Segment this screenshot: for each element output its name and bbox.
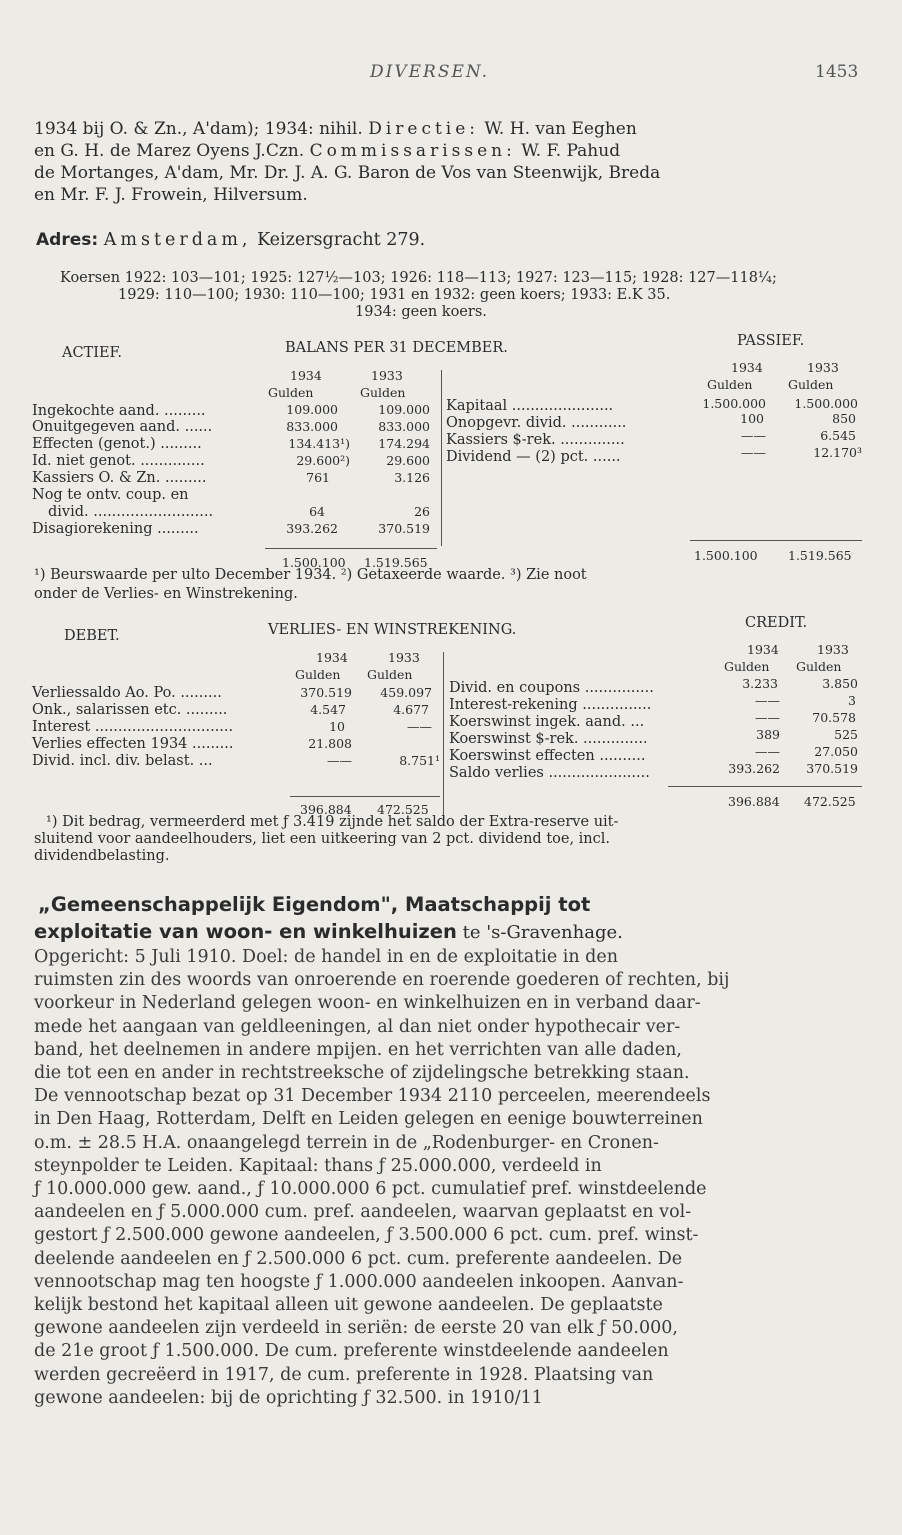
- actief-value: 174.294: [378, 436, 430, 451]
- year-header: 1933: [371, 368, 403, 383]
- body-line: mede het aangaan van geldleeningen, al dan niet onder hypothecair ver-: [34, 1016, 681, 1037]
- address-street: Keizersgracht 279.: [251, 230, 426, 250]
- credit-value: 370.519: [806, 761, 858, 776]
- page-number: 1453: [815, 62, 859, 82]
- year-header: 1933: [807, 360, 839, 375]
- actief-row-label: Onuitgegeven aand. ......: [32, 419, 213, 435]
- credit-total: 472.525: [804, 794, 856, 809]
- actief-value: 370.519: [378, 521, 430, 536]
- actief-value: 761: [306, 470, 330, 485]
- body-line: ƒ 10.000.000 gew. aand., ƒ 10.000.000 6 pct. cumulatief pref. winstdeelende: [34, 1179, 707, 1200]
- unit-header: Gulden: [367, 667, 413, 682]
- actief-value: 833.000: [378, 419, 430, 434]
- passief-value: ——: [741, 445, 766, 460]
- koersen-line: Koersen 1922: 103—101; 1925: 127½—103; 1926: 118—113; 1927: 123—115; 1928: 127—118¼;: [60, 270, 777, 286]
- unit-header: Gulden: [796, 659, 842, 674]
- actief-row-label: Ingekochte aand. .........: [32, 403, 206, 419]
- actief-value: 833.000: [286, 419, 338, 434]
- body-line: de 21e groot ƒ 1.500.000. De cum. preferente winstdeelende aandeelen: [34, 1341, 669, 1362]
- column-divider: [441, 370, 442, 546]
- body-line: in Den Haag, Rotterdam, Delft en Leiden gelegen en eenige bouwterreinen: [34, 1109, 703, 1130]
- year-header: 1933: [817, 642, 849, 657]
- credit-value: ——: [755, 693, 780, 708]
- winst-footnote: ¹) Dit bedrag, vermeerderd met ƒ 3.419 zijnde het saldo der Extra-reserve uit-: [46, 814, 619, 830]
- passief-row-label: Kassiers $-rek. ..............: [446, 432, 625, 448]
- body-line: band, het deelnemen in andere mpijen. en het verrichten van alle daden,: [34, 1039, 682, 1060]
- credit-value: 393.262: [728, 761, 780, 776]
- actief-value: 29.600: [386, 453, 430, 468]
- intro-line: en Mr. F. J. Frowein, Hilversum.: [34, 185, 308, 205]
- unit-header: Gulden: [268, 385, 314, 400]
- body-line: gestort ƒ 2.500.000 gewone aandeelen, ƒ 3.500.000 6 pct. cum. pref. winst-: [34, 1225, 699, 1246]
- passief-value: ——: [741, 428, 766, 443]
- credit-row-label: Koerswinst ingek. aand. ...: [449, 714, 645, 730]
- year-header: 1934: [316, 650, 348, 665]
- passief-value: 850: [832, 411, 856, 426]
- actief-value: 109.000: [286, 402, 338, 417]
- debet-value: 4.547: [310, 702, 346, 717]
- credit-total: 396.884: [728, 794, 780, 809]
- actief-value: 109.000: [378, 402, 430, 417]
- credit-value: 525: [834, 727, 858, 742]
- passief-value: 1.500.000: [702, 396, 766, 411]
- credit-row-label: Interest-rekening ...............: [449, 697, 652, 713]
- body-line: die tot een en ander in rechtstreeksche of zijdelingsche betrekking staan.: [34, 1063, 690, 1084]
- passief-value: 1.500.000: [794, 396, 858, 411]
- debet-total: 472.525: [377, 802, 429, 817]
- debet-value: 370.519: [300, 685, 352, 700]
- passief-row-label: Onopgevr. divid. ............: [446, 415, 627, 431]
- actief-value: 29.600²): [296, 453, 350, 468]
- credit-value: ——: [755, 744, 780, 759]
- credit-value: 70.578: [812, 710, 856, 725]
- body-line: Opgericht: 5 Juli 1910. Doel: de handel in en de exploitatie in den: [34, 947, 619, 967]
- winst-footnote: dividendbelasting.: [34, 848, 170, 864]
- address-city: Amsterdam,: [103, 230, 252, 250]
- body-line: werden gecreëerd in 1917, de cum. preferente in 1928. Plaatsing van: [34, 1364, 654, 1385]
- actief-row-label: Disagiorekening .........: [32, 521, 199, 537]
- unit-header: Gulden: [707, 377, 753, 392]
- passief-value: 100: [740, 411, 764, 426]
- balans-title: BALANS PER 31 DECEMBER.: [285, 340, 508, 356]
- credit-row-label: Koerswinst effecten ..........: [449, 748, 646, 764]
- actief-value: 134.413¹): [288, 436, 350, 451]
- body-line: gewone aandeelen zijn verdeeld in seriën: de eerste 20 van elk ƒ 50.000,: [34, 1318, 678, 1339]
- debet-value: 21.808: [308, 736, 352, 751]
- debet-label: DEBET.: [64, 628, 120, 644]
- actief-row-label: Id. niet genot. ..............: [32, 453, 205, 469]
- balans-footnote: onder de Verlies- en Winstrekening.: [34, 586, 298, 602]
- credit-row-label: Divid. en coupons ...............: [449, 680, 654, 696]
- unit-header: Gulden: [724, 659, 770, 674]
- debet-row-label: Verliessaldo Ao. Po. .........: [32, 685, 222, 701]
- company-title: „Gemeenschappelijk Eigendom", Maatschappij tot: [38, 893, 591, 916]
- address-line: [36, 230, 425, 250]
- passief-value: 6.545: [820, 428, 856, 443]
- passief-label: PASSIEF.: [737, 333, 805, 349]
- body-line: De vennootschap bezat op 31 December 1934 2110 perceelen, meerendeels: [34, 1086, 711, 1107]
- debet-value: ——: [407, 719, 432, 734]
- debet-row-label: Verlies effecten 1934 .........: [32, 736, 234, 752]
- intro-paragraph: [34, 118, 866, 206]
- company-body: [34, 946, 866, 1410]
- passief-total: 1.500.100: [694, 548, 758, 563]
- credit-row-label: Saldo verlies ......................: [449, 765, 650, 781]
- unit-header: Gulden: [360, 385, 406, 400]
- actief-row-label: Kassiers O. & Zn. .........: [32, 470, 207, 486]
- credit-value: 389: [756, 727, 780, 742]
- debet-row-label: Interest ..............................: [32, 719, 234, 735]
- actief-value: 64: [309, 504, 325, 519]
- debet-row-label: Onk., salarissen etc. .........: [32, 702, 228, 718]
- year-header: 1934: [747, 642, 779, 657]
- running-header-title: DIVERSEN.: [370, 62, 490, 82]
- total-rule: [690, 540, 862, 541]
- passief-row-label: Kapitaal ......................: [446, 398, 614, 414]
- unit-header: Gulden: [295, 667, 341, 682]
- actief-value: 3.126: [394, 470, 430, 485]
- intro-line: 1934 bij O. & Zn., A'dam); 1934: nihil. Directie: W. H. van Eeghen: [34, 119, 637, 139]
- debet-row-label: Divid. incl. div. belast. ...: [32, 753, 213, 769]
- actief-total: 1.500.100: [282, 555, 346, 570]
- intro-line: de Mortanges, A'dam, Mr. Dr. J. A. G. Baron de Vos van Steenwijk, Breda: [34, 163, 661, 183]
- credit-value: ——: [755, 710, 780, 725]
- total-rule: [265, 548, 437, 549]
- credit-value: 3: [848, 693, 856, 708]
- intro-line: en G. H. de Marez Oyens J.Czn. Commissarissen: W. F. Pahud: [34, 141, 621, 161]
- winst-title: VERLIES- EN WINSTREKENING.: [268, 622, 517, 638]
- actief-total: 1.519.565: [364, 555, 428, 570]
- credit-value: 27.050: [814, 744, 858, 759]
- actief-value: 26: [414, 504, 430, 519]
- koersen-line: 1934: geen koers.: [355, 304, 487, 320]
- body-line: aandeelen en ƒ 5.000.000 cum. pref. aandeelen, waarvan geplaatst en vol-: [34, 1202, 692, 1223]
- actief-row-label: Effecten (genot.) .........: [32, 436, 202, 452]
- body-line: kelijk bestond het kapitaal alleen uit gewone aandeelen. De geplaatste: [34, 1295, 663, 1316]
- debet-value: 8.751¹: [399, 753, 440, 768]
- balans-footnote: ¹) Beurswaarde per ulto December 1934. ²) Getaxeerde waarde. ³) Zie noot: [34, 567, 587, 583]
- debet-value: 10: [329, 719, 345, 734]
- debet-total: 396.884: [300, 802, 352, 817]
- body-line: vennootschap mag ten hoogste ƒ 1.000.000 aandeelen inkoopen. Aanvan-: [34, 1271, 684, 1292]
- body-line: voorkeur in Nederland gelegen woon- en winkelhuizen en in verband daar-: [34, 993, 701, 1014]
- actief-value: 393.262: [286, 521, 338, 536]
- body-line: o.m. ± 28.5 H.A. onaangelegd terrein in de „Rodenburger- en Cronen-: [34, 1132, 659, 1153]
- address-label: Adres:: [36, 230, 99, 250]
- debet-value: ——: [327, 753, 352, 768]
- total-rule: [290, 796, 440, 797]
- debet-value: 459.097: [380, 685, 432, 700]
- debet-value: 4.677: [393, 702, 429, 717]
- year-header: 1934: [731, 360, 763, 375]
- passief-row-label: Dividend — (2) pct. ......: [446, 449, 621, 465]
- credit-value: 3.233: [742, 676, 778, 691]
- unit-header: Gulden: [788, 377, 834, 392]
- year-header: 1933: [388, 650, 420, 665]
- credit-value: 3.850: [822, 676, 858, 691]
- body-line: steynpolder te Leiden. Kapitaal: thans ƒ 25.000.000, verdeeld in: [34, 1155, 602, 1176]
- credit-row-label: Koerswinst $-rek. ..............: [449, 731, 648, 747]
- passief-value: 12.170³: [813, 445, 862, 460]
- koersen-line: 1929: 110—100; 1930: 110—100; 1931 en 1932: geen koers; 1933: E.K 35.: [118, 287, 671, 303]
- actief-label: ACTIEF.: [62, 345, 122, 361]
- company-subtitle: exploitatie van woon- en winkelhuizen te 's-Gravenhage.: [34, 920, 623, 943]
- actief-row-label: divid. ..........................: [48, 504, 214, 520]
- body-line: ruimsten zin des woords van onroerende en roerende goederen of rechten, bij: [34, 970, 730, 991]
- passief-total: 1.519.565: [788, 548, 852, 563]
- actief-row-label: Nog te ontv. coup. en: [32, 487, 189, 503]
- year-header: 1934: [290, 368, 322, 383]
- body-line: deelende aandeelen en ƒ 2.500.000 6 pct. cum. preferente aandeelen. De: [34, 1248, 683, 1269]
- body-line: gewone aandeelen: bij de oprichting ƒ 32.500. in 1910/11: [34, 1387, 543, 1408]
- column-divider: [443, 652, 444, 822]
- winst-footnote: sluitend voor aandeelhouders, liet een uitkeering van 2 pct. dividend toe, incl.: [34, 831, 611, 847]
- credit-label: CREDIT.: [745, 615, 808, 631]
- total-rule: [668, 786, 862, 787]
